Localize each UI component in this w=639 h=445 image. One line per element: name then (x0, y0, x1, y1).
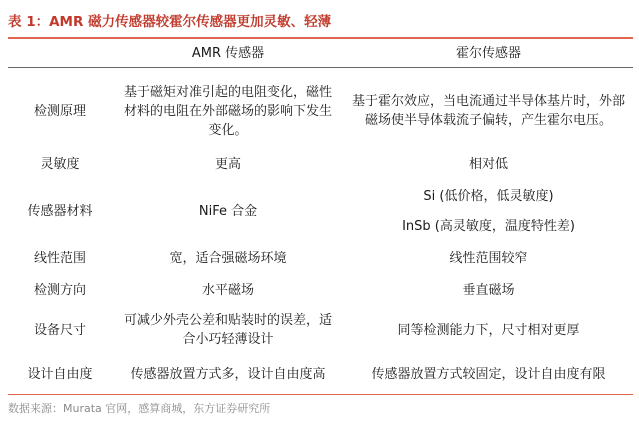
amr-cell: 基于磁矩对准引起的电阻变化，磁性材料的电阻在外部磁场的影响下发生变化。 (123, 84, 332, 138)
header-hall: 霍尔传感器 (455, 45, 521, 61)
bottom-rule (8, 394, 633, 395)
hall-cell: 相对低 (468, 156, 508, 172)
amr-cell: 可减少外壳公差和贴装时的误差，适合小巧轻薄设计 (123, 313, 332, 347)
row-label: 检测方向 (33, 282, 86, 298)
hall-cell: 基于霍尔效应，当电流通过半导体基片时，外部磁场使半导体载流子偏转，产生霍尔电压。 (352, 94, 626, 128)
row-label: 设备尺寸 (33, 322, 86, 338)
header-amr: AMR 传感器 (191, 45, 265, 61)
amr-cell: 水平磁场 (201, 282, 254, 298)
hall-cell: Si (低价格，低灵敏度) (423, 188, 554, 204)
hall-cell: 线性范围较窄 (449, 250, 528, 266)
amr-cell: 更高 (214, 156, 241, 172)
hall-cell: 垂直磁场 (462, 282, 515, 298)
top-rule (8, 37, 633, 39)
row-label: 设计自由度 (27, 366, 93, 382)
header-rule (8, 67, 633, 68)
header-empty (8, 40, 112, 66)
hall-cell-2: InSb (高灵敏度，温度特性差) (402, 218, 575, 234)
hall-cell: 同等检测能力下，尺寸相对更厚 (397, 322, 580, 338)
source-note: 数据来源：Murata 官网，感算商城，东方证券研究所 (8, 402, 271, 415)
hall-cell: 传感器放置方式较固定，设计自由度有限 (371, 366, 606, 382)
row-label: 检测原理 (33, 103, 86, 119)
amr-cell: NiFe 合金 (198, 203, 258, 219)
amr-cell: 宽，适合强磁场环境 (169, 250, 287, 266)
row-label: 灵敏度 (40, 156, 80, 172)
row-label: 传感器材料 (27, 203, 93, 219)
row-label: 线性范围 (33, 250, 86, 266)
table-title: 表 1：AMR 磁力传感器较霍尔传感器更加灵敏、轻薄 (8, 14, 332, 30)
amr-cell: 传感器放置方式多，设计自由度高 (130, 366, 326, 382)
